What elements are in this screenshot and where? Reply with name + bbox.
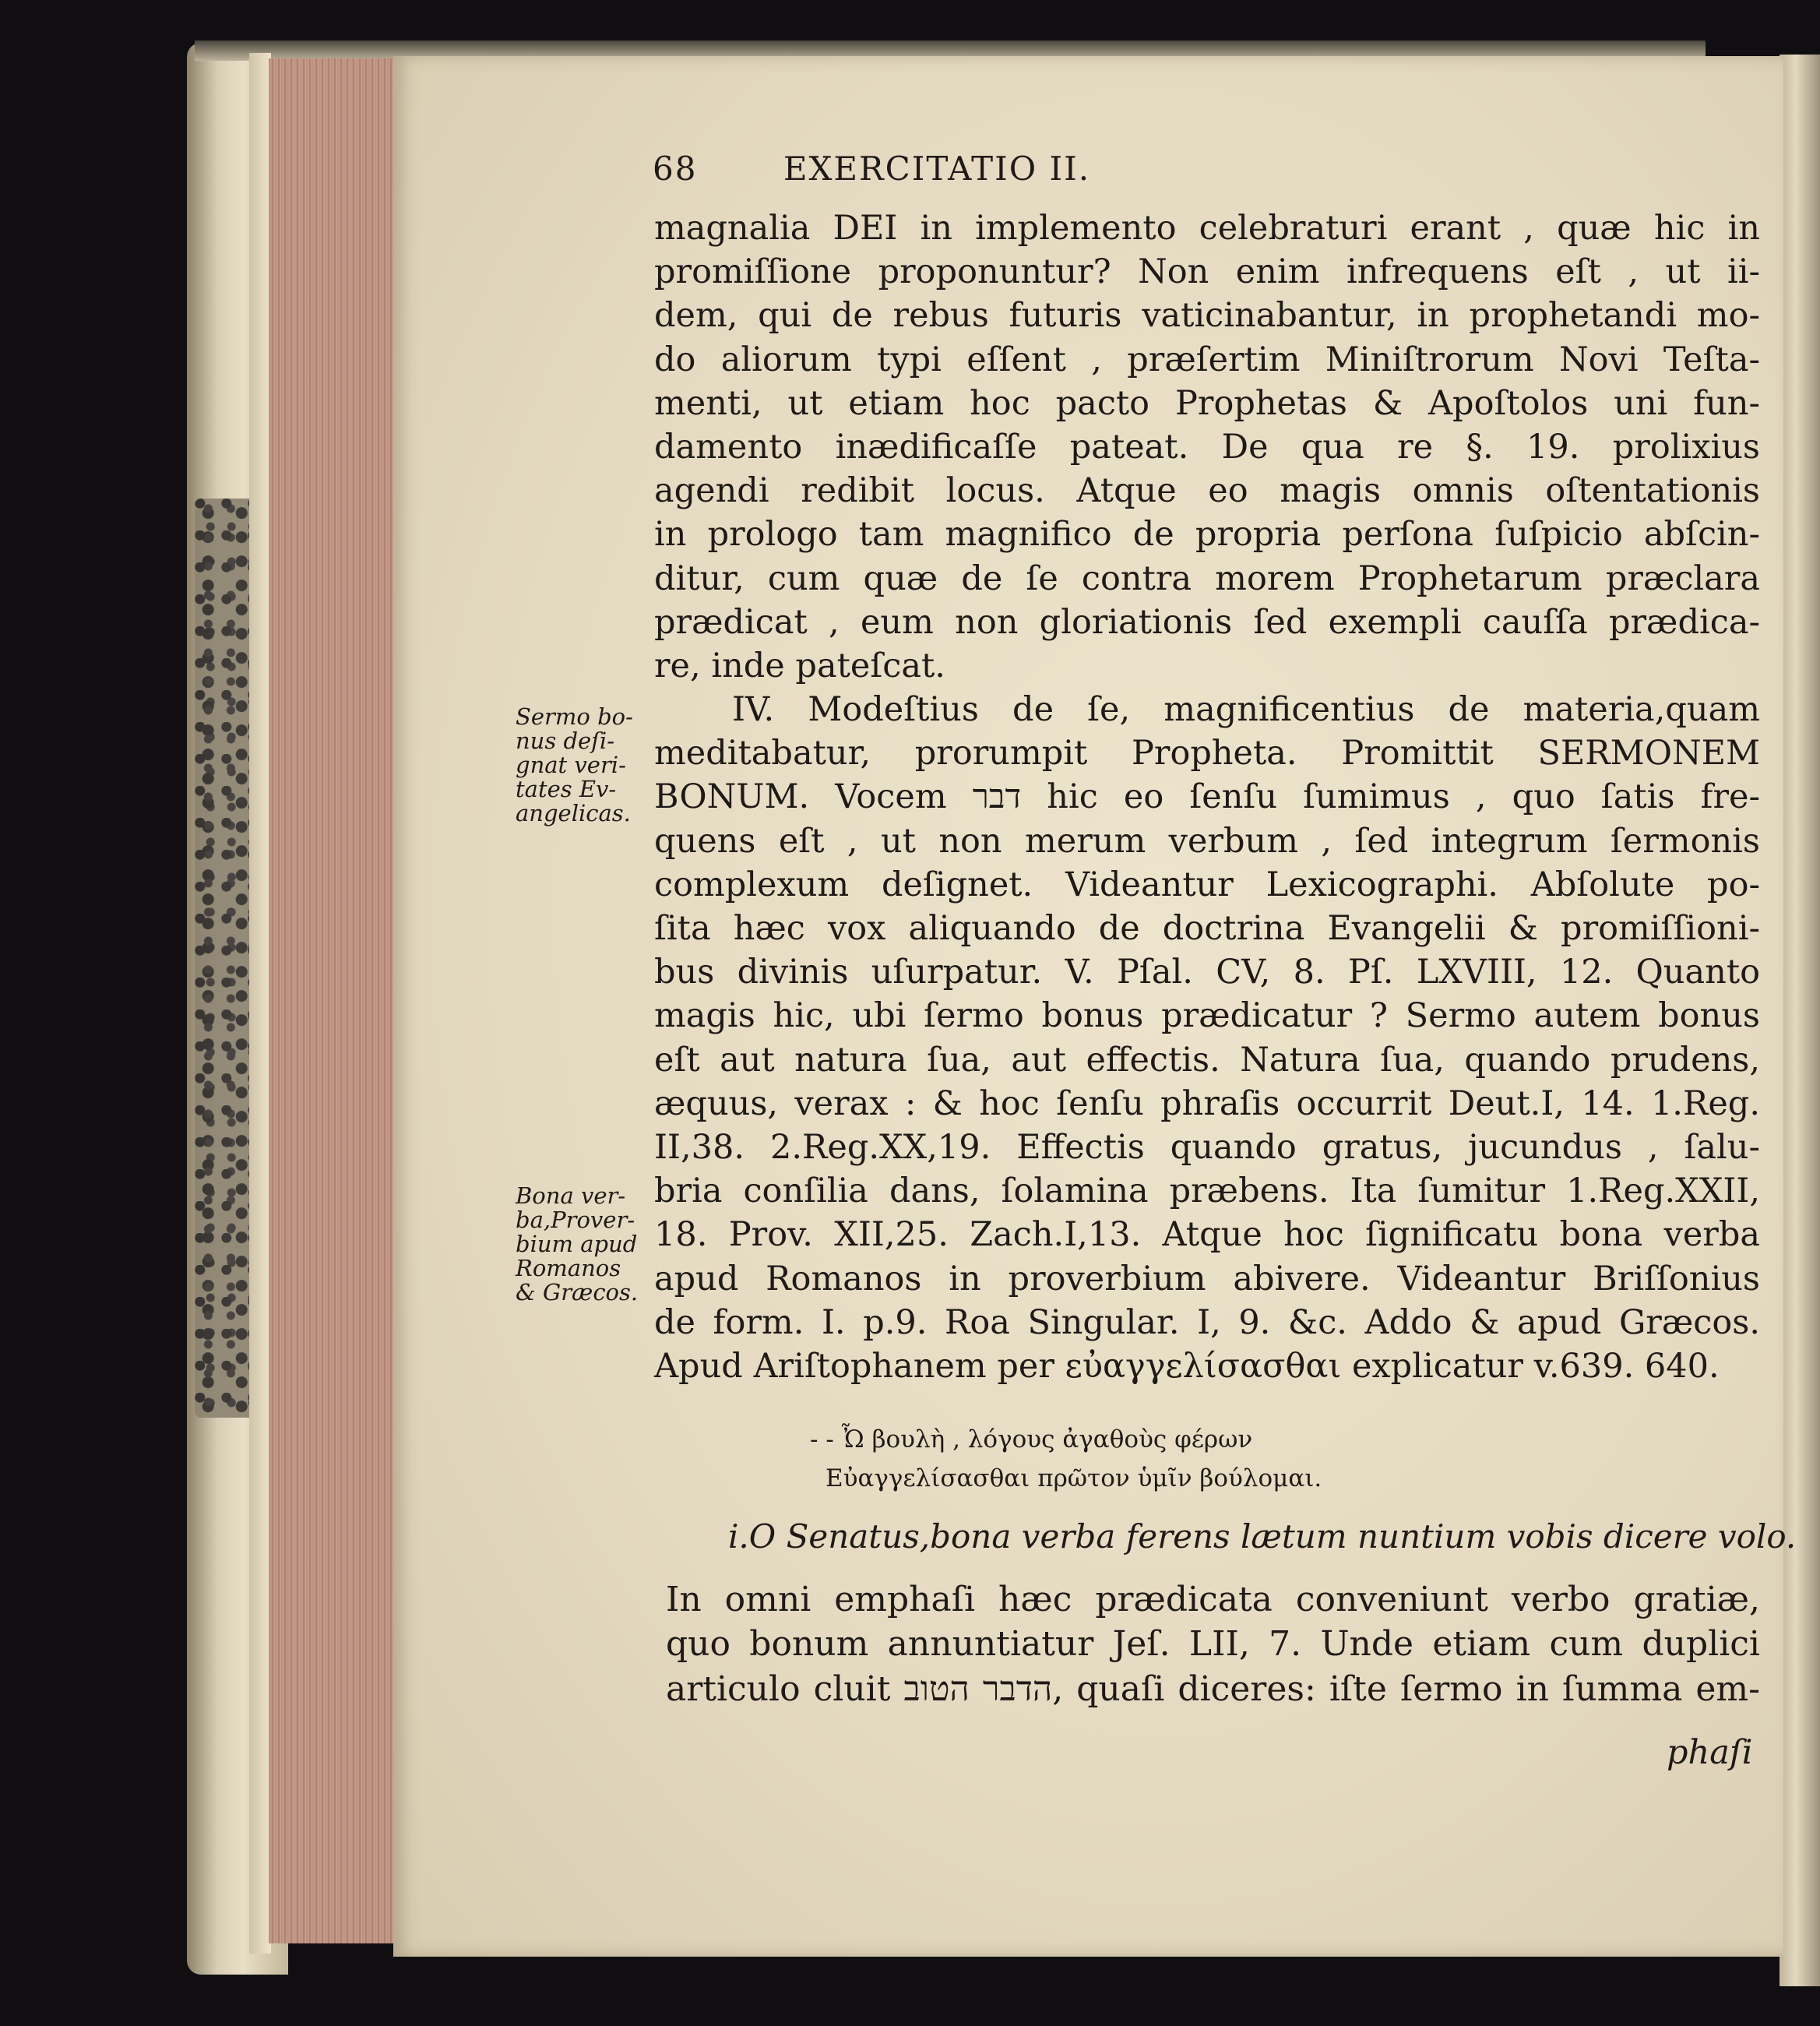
section-start-line: IV. Modeſtius de ſe, magnificentius de materia,quam [732,690,1760,730]
page-stack-red-edge [269,58,397,1943]
page-number: 68 [653,150,698,188]
text-line: menti, ut etiam hoc pacto Prophetas & Apoſtolos uni fun- [654,383,1760,423]
text-line: apud Romanos in proverbium abivere. Videantur Briſſonius [654,1259,1760,1298]
greek-quote-line-1: - - Ὦ βουλὴ , λόγους ἀγαθοὺς φέρων [810,1425,1253,1453]
text-line: quo bonum annuntiatur Jeſ. LII, 7. Unde etiam cum duplici [666,1624,1760,1665]
text-line: damento inædificaſſe pateat. De qua re §. 19. prolixius [654,427,1760,467]
text-line: do aliorum typi eſſent , præſertim Miniſtrorum Novi Teſta- [654,340,1760,379]
catchword: phaſi [1667,1733,1753,1772]
page-stack-light-edge [249,53,271,1954]
greek-quote-line-2: Εὐαγγελίσασθαι πρῶτον ὑμῖν βούλομαι. [826,1464,1322,1492]
lower-text-block [666,1577,1760,1711]
text-line: Apud Ariſtophanem per εὐαγγελίσασθαι explicatur v.639. 640. [654,1346,1720,1386]
text-line: de form. I. p.9. Roa Singular. I, 9. &c. Addo & apud Græcos. [654,1302,1760,1342]
latin-translation: i.O Senatus,bona verba ferens lætum nuntium vobis dicere volo. [728,1517,1797,1556]
text-line: II,38. 2.Reg.XX,19. Effectis quando gratus, jucundus , ſalu- [654,1127,1760,1167]
running-title: EXERCITATIO II. [783,150,1091,188]
text-line: meditabatur, prorumpit Propheta. Promittit SERMONEM [654,734,1760,773]
text-line: bus divinis uſurpatur. V. Pſal. CV, 8. Pſ. LXVIII, 12. Quanto [654,953,1760,992]
text-line: complexum deſignet. Videantur Lexicographi. Abſolute po- [654,865,1760,904]
text-line: agendi redibit locus. Atque eo magis omnis oſtentationis [654,471,1760,511]
text-line: in prologo tam magnifico de propria perſona ſuſpicio abſcin- [654,515,1760,555]
text-line: ſita hæc vox aliquando de doctrina Evangelii & promiſſioni- [654,909,1760,948]
text-line: dem, qui de rebus futuris vaticinabantur, in prophetandi mo- [654,296,1760,336]
text-line: magis hic, ubi ſermo bonus prædicatur ? Sermo autem bonus [654,996,1760,1036]
text-line: re, inde pateſcat. [654,646,945,685]
text-line: BONUM. Vocem דבר hic eo ſenſu ſumimus , quo ſatis fre- [654,777,1760,817]
margin-note-bona-verba: Bona ver- ba,Prover- bium apud Romanos & Græcos. [516,1182,639,1305]
text-line: articulo cluit הדבר הטוב, quaſi diceres: iſte ſermo in ſumma em- [666,1668,1761,1709]
text-line: bria conſilia dans, ſolamina præbens. Ita ſumitur 1.Reg.XXII, [654,1172,1760,1211]
text-line: 18. Prov. XII,25. Zach.I,13. Atque hoc ſignificatu bona verba [654,1215,1760,1255]
main-text-block [654,206,1760,1388]
running-head [653,150,1090,188]
text-line: magnalia DEI in implemento celebraturi erant , quæ hic in [654,209,1760,248]
text-line: In omni emphaſi hæc prædicata conveniunt verbo gratiæ, [666,1580,1760,1619]
text-line: eſt aut natura ſua, aut effectis. Natura ſua, quando prudens, [654,1040,1760,1080]
right-page-edge [1780,55,1820,1986]
text-line: ditur, cum quæ de ſe contra morem Prophetarum præclara [654,558,1760,598]
text-line: quens eſt , ut non merum verbum , ſed integrum ſermonis [654,821,1760,861]
text-line: promiſſione proponuntur? Non enim infrequens eſt , ut ii- [654,252,1760,292]
margin-note-sermo-bonus: Sermo bo- nus deſi- gnat veri- tates Ev- angelicas. [516,703,633,826]
text-line: prædicat , eum non gloriationis ſed exempli cauſſa prædica- [654,602,1760,642]
text-line: æquus, verax : & hoc ſenſu phraſis occurrit Deut.I, 14. 1.Reg. [654,1083,1760,1123]
